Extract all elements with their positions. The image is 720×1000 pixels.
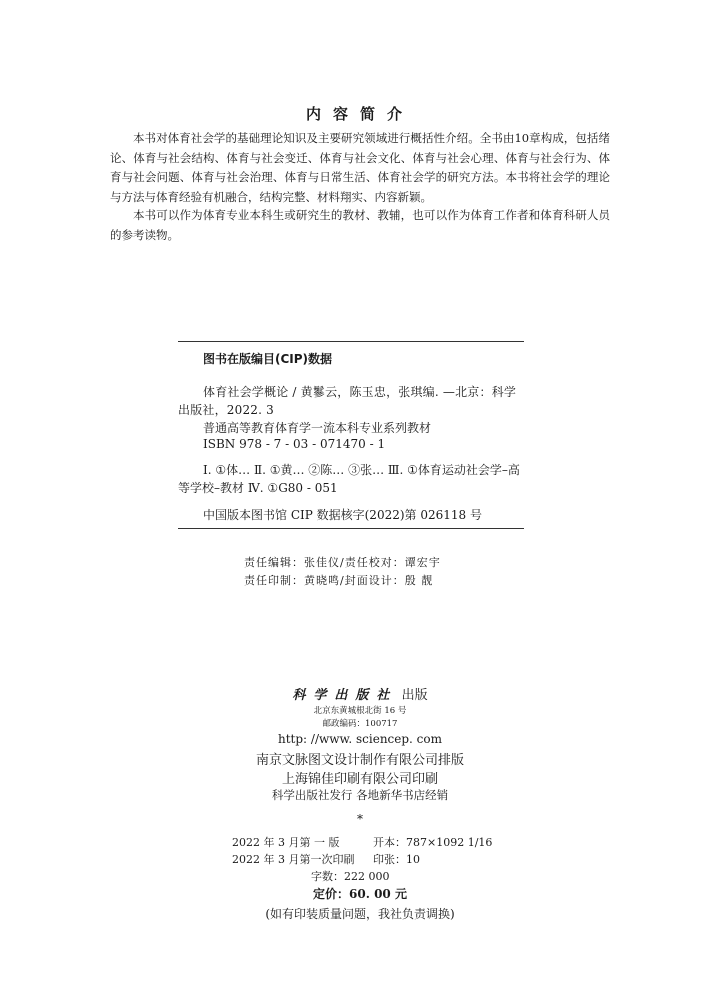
price: 定价：60. 00 元	[313, 887, 407, 901]
sheets: 印张：10	[373, 853, 420, 866]
publisher-line	[0, 684, 720, 703]
postcode: 邮政编码：100717	[322, 719, 398, 729]
cip-heading: 图书在版编目(CIP)数据	[203, 352, 333, 366]
summary-paragraph: 本书可以作为体育专业本科生或研究生的教材、教辅，也可以作为体育工作者和体育科研人员的参考读物。	[110, 208, 610, 242]
distribution: 科学出版社发行 各地新华书店经销	[271, 788, 449, 802]
staff-editors: 责任编辑：张佳仪/责任校对：谭宏宇	[244, 556, 441, 569]
publisher-logo: 科学出版社	[292, 688, 398, 703]
staff-production: 责任印制：黄晓鸣/封面设计：殷 靓	[244, 574, 434, 587]
summary-paragraph: 本书对体育社会学的基础理论知识及主要研究领域进行概括性介绍。全书由10章构成，包括绪论、体育与社会结构、体育与社会变迁、体育与社会文化、体育与社会心理、体育与社会行为、体育与社会问题、体育与社会治理、体育与日常生活、体育社会学的研究方法。本书将社会学的理论与方法与体育经验有机融合，结构完整、材料翔实、内容新颖。	[110, 131, 610, 204]
cip-isbn: ISBN 978 - 7 - 03 - 071470 - 1	[203, 437, 386, 451]
wordcount: 字数：222 000	[311, 870, 390, 883]
typesetter: 南京文脉图文设计制作有限公司排版	[255, 753, 464, 768]
format: 开本：787×1092 1/16	[373, 836, 493, 849]
cip-series: 普通高等教育体育学一流本科专业系列教材	[203, 421, 432, 435]
cip-top-rule	[178, 341, 524, 342]
summary-title: 内容简介	[305, 105, 414, 123]
cip-number: 中国版本图书馆 CIP 数据核字(2022)第 026118 号	[203, 508, 482, 522]
printing: 2022 年 3 月第一次印刷	[232, 853, 355, 866]
cip-entry: 体育社会学概论 / 黄鬖云，陈玉忠，张琪编. —北京：科学出版社，2022. 3	[178, 385, 517, 417]
website: http: //www. sciencep. com	[277, 732, 443, 746]
edition: 2022 年 3 月第 一 版	[232, 836, 340, 849]
quality-notice: (如有印装质量问题，我社负责调换)	[265, 907, 455, 921]
cip-classification: Ⅰ. ①体… Ⅱ. ①黄… ②陈… ③张… Ⅲ. ①体育运动社会学–高等学校–教材 Ⅳ. ①G80 - 051	[178, 463, 520, 495]
publish-word: 出版	[401, 688, 428, 703]
separator-star: *	[357, 812, 363, 826]
publisher-address: 北京东黄城根北街 16 号	[313, 706, 407, 716]
printer: 上海锦佳印刷有限公司印刷	[281, 772, 438, 787]
cip-bottom-rule	[178, 528, 524, 529]
